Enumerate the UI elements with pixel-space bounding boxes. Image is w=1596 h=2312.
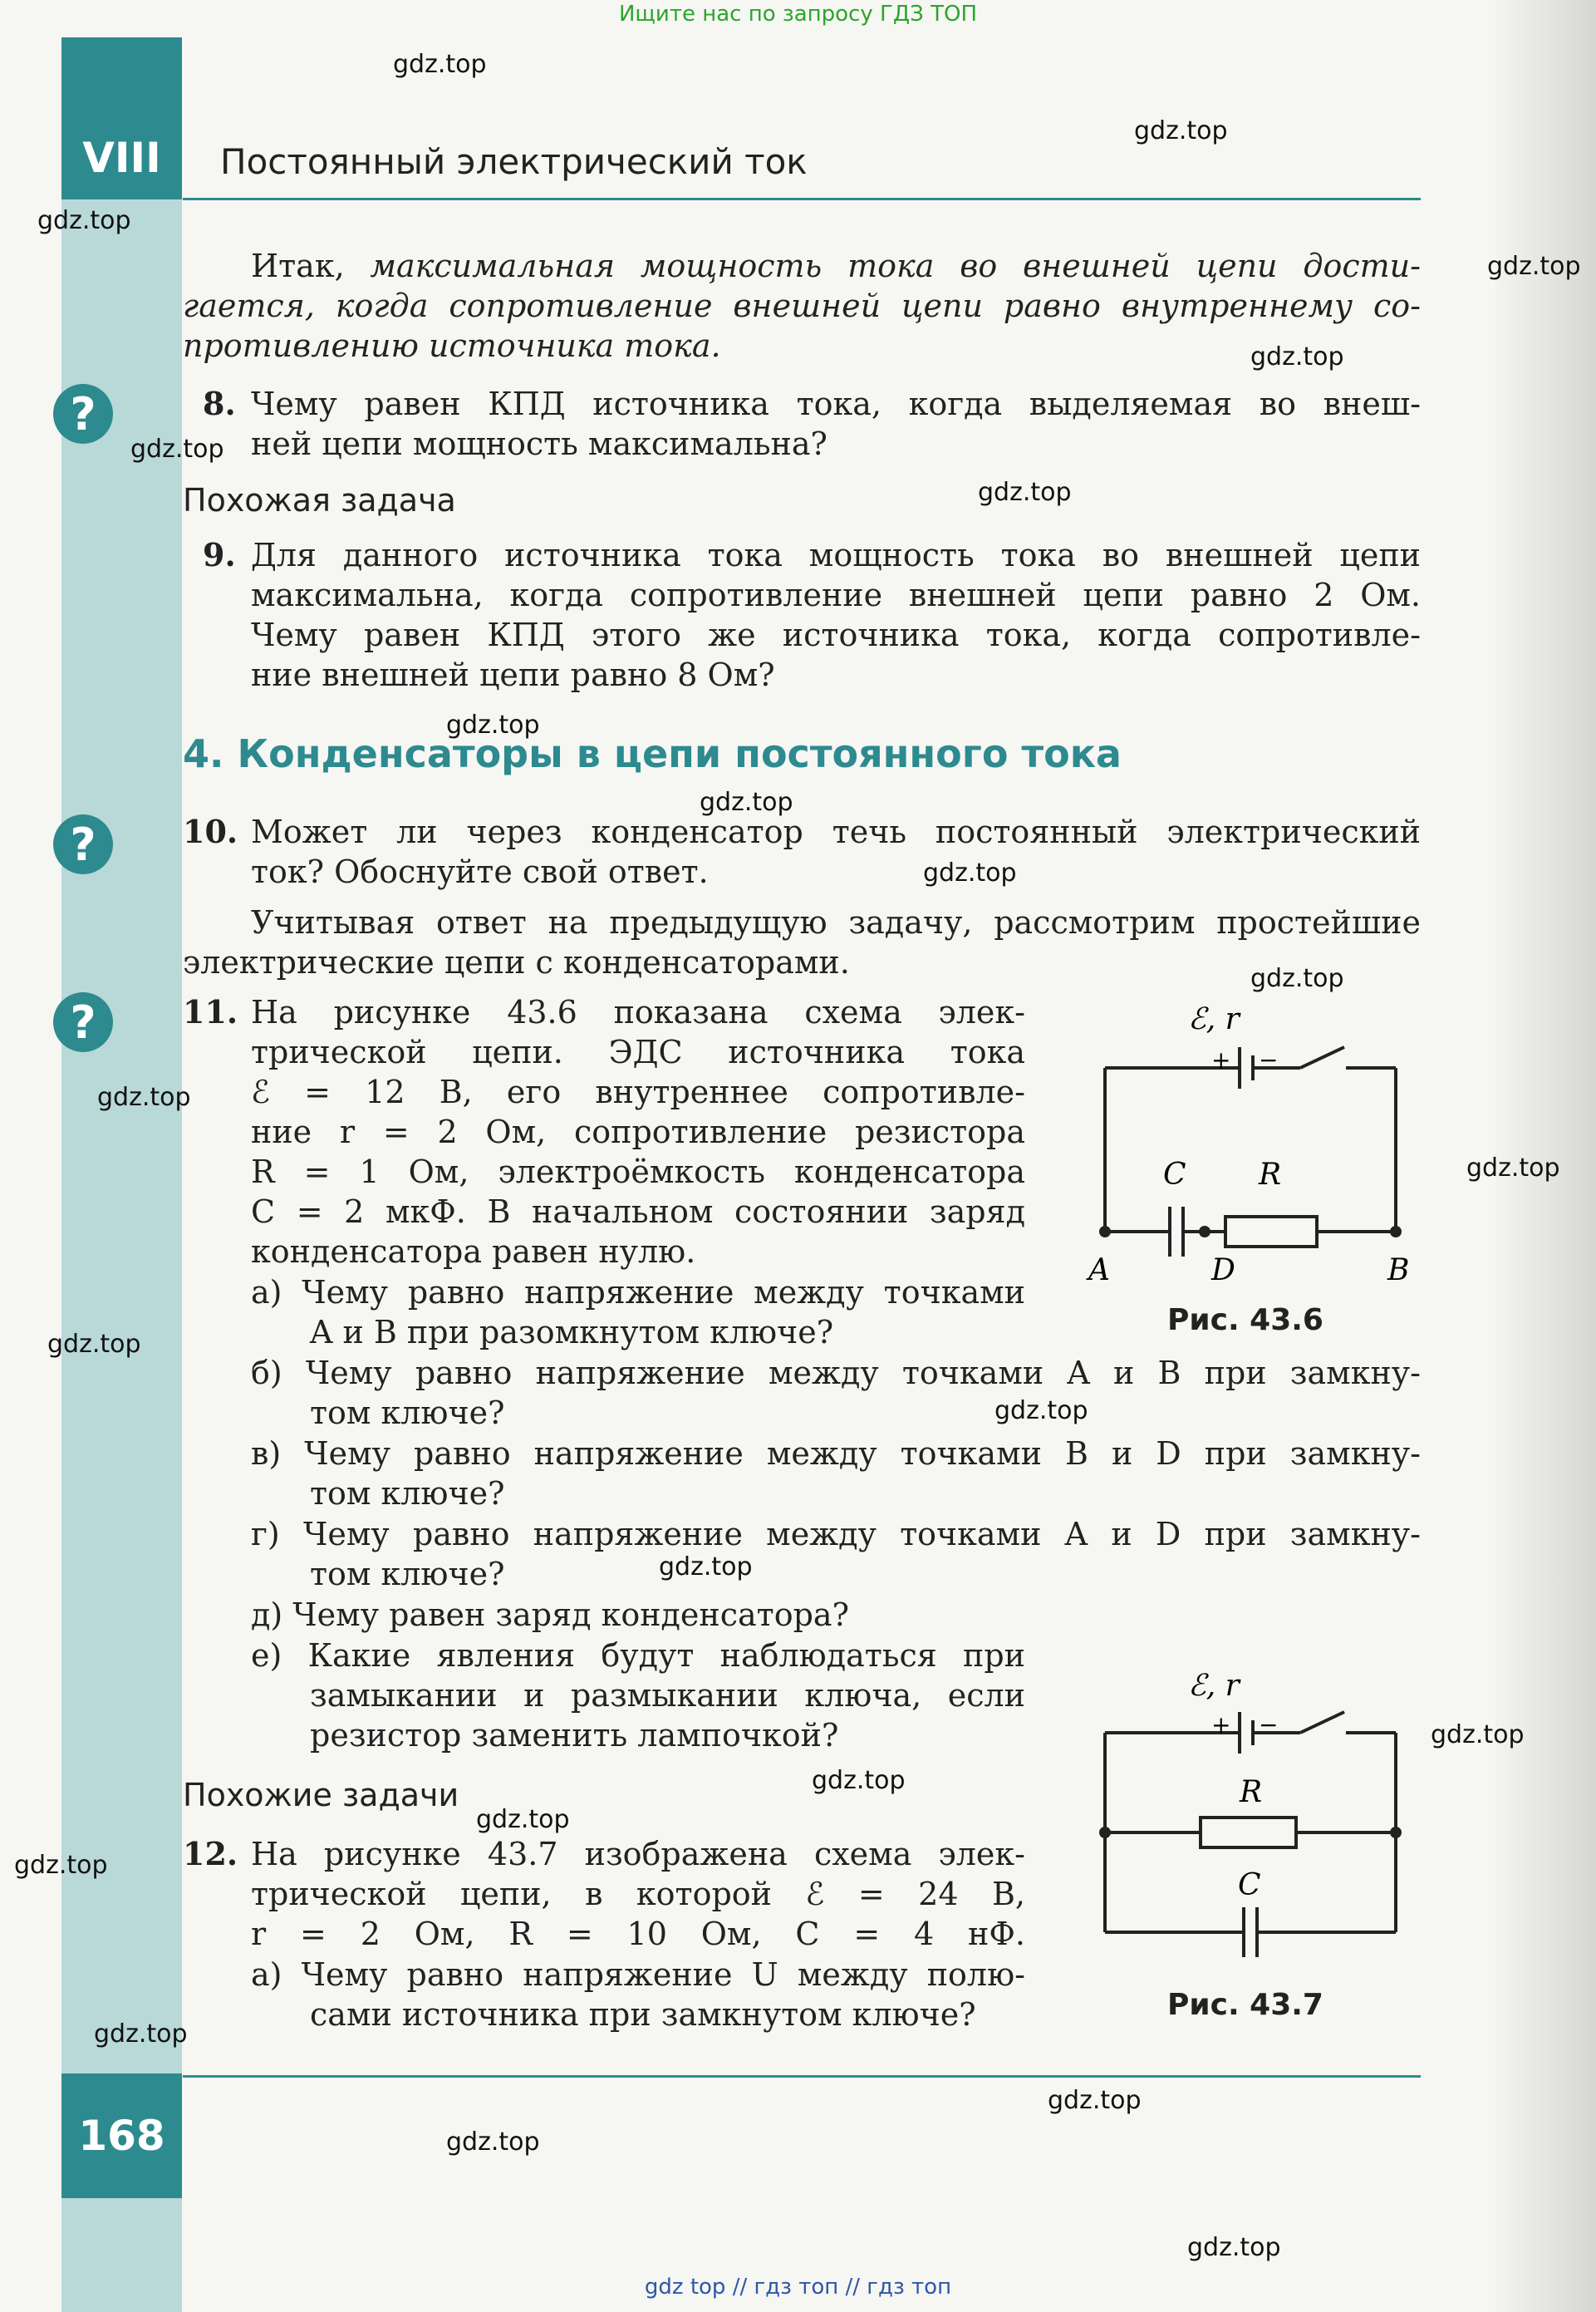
plus-sign: + xyxy=(1211,1711,1231,1739)
question-11-line-5: R = 1 Ом, электроёмкость конденсатора xyxy=(251,1154,1025,1190)
footer-rule xyxy=(183,2075,1421,2078)
resistor-body xyxy=(1201,1818,1296,1847)
watermark: gdz.top xyxy=(700,788,793,817)
question-12a-line-2: сами источника при замкнутом ключе? xyxy=(310,1996,976,2033)
node-left xyxy=(1099,1827,1111,1838)
point-a-label: A xyxy=(1088,1253,1110,1280)
question-icon: ? xyxy=(53,384,113,444)
figure-caption-43-7: Рис. 43.7 xyxy=(1167,1988,1323,2022)
question-12-line-1: На рисунке 43.7 изображена схема элек- xyxy=(251,1836,1025,1872)
watermark: gdz.top xyxy=(476,1805,570,1834)
resistor-label: R xyxy=(1240,1775,1263,1809)
question-11f-line-3: резистор заменить лампочкой? xyxy=(310,1717,839,1754)
transition-line-2: электрические цепи с конденсаторами. xyxy=(183,944,850,981)
similar-tasks-heading: Похожие задачи xyxy=(183,1777,459,1813)
figure-caption-43-6: Рис. 43.6 xyxy=(1167,1303,1323,1337)
watermark: gdz.top xyxy=(446,2128,540,2157)
node-b xyxy=(1390,1226,1402,1237)
section-heading: 4. Конденсаторы в цепи постоянного тока xyxy=(183,731,1122,776)
question-10-number: 10. xyxy=(183,813,238,850)
source-label: ℰ, r xyxy=(1188,1002,1240,1036)
resistor-body xyxy=(1225,1217,1317,1247)
question-11-line-6: C = 2 мкФ. В начальном состоянии заряд xyxy=(251,1193,1025,1230)
question-11a-line-2: A и B при разомкнутом ключе? xyxy=(310,1314,834,1350)
question-icon: ? xyxy=(53,992,113,1052)
question-11e-line-1: д) Чему равен заряд конденсатора? xyxy=(251,1596,849,1633)
intro-line-2: гается, когда сопротивление внешней цепи равно внутреннему со- xyxy=(183,288,1421,324)
circuit-diagram-43-7 xyxy=(1080,1654,1429,1970)
watermark: gdz.top xyxy=(1134,116,1228,145)
capacitor-label: C xyxy=(1163,1158,1186,1192)
point-b-label: B xyxy=(1387,1253,1410,1280)
question-11d-line-2: том ключе? xyxy=(310,1556,505,1592)
watermark: gdz.top xyxy=(1487,252,1581,281)
question-9-line-4: ние внешней цепи равно 8 Ом? xyxy=(251,657,775,693)
question-11-line-7: конденсатора равен нулю. xyxy=(251,1233,696,1270)
source-label: ℰ, r xyxy=(1188,1669,1240,1703)
question-10-line-2: ток? Обоснуйте свой ответ. xyxy=(251,853,709,890)
watermark: gdz.top xyxy=(1250,964,1344,993)
resistor-label: R xyxy=(1259,1158,1282,1192)
question-8-line-2: ней цепи мощность максимальна? xyxy=(251,426,827,462)
watermark: gdz.top xyxy=(1466,1154,1560,1183)
top-banner-link[interactable]: Ищите нас по запросу ГДЗ ТОП xyxy=(618,2,978,27)
question-11-line-2: трической цепи. ЭДС источника тока xyxy=(251,1034,1025,1070)
watermark: gdz.top xyxy=(446,711,540,740)
node-right xyxy=(1390,1827,1402,1838)
question-8-number: 8. xyxy=(203,385,236,422)
question-10-line-1: Может ли через конденсатор течь постоянный электрический xyxy=(251,814,1421,850)
question-11d-line-1: г) Чему равно напряжение между точками A и D при замкну- xyxy=(251,1516,1421,1552)
left-margin-band xyxy=(61,37,182,2312)
watermark: gdz.top xyxy=(923,858,1017,888)
watermark: gdz.top xyxy=(659,1552,753,1582)
question-9-line-3: Чему равен КПД этого же источника тока, когда сопротивле- xyxy=(251,617,1421,653)
watermark: gdz.top xyxy=(978,478,1072,507)
question-8-line-1: Чему равен КПД источника тока, когда выделяемая во внеш- xyxy=(251,386,1421,422)
question-11c-line-1: в) Чему равно напряжение между точками B и D при замкну- xyxy=(251,1435,1421,1472)
point-d-label: D xyxy=(1211,1253,1235,1280)
bottom-banner-link[interactable]: gdz top // гдз топ // гдз топ xyxy=(644,2275,952,2300)
watermark: gdz.top xyxy=(14,1851,108,1880)
watermark: gdz.top xyxy=(37,206,131,235)
transition-line-1: Учитывая ответ на предыдущую задачу, рассмотрим простейшие xyxy=(251,904,1421,941)
switch-blade xyxy=(1300,1047,1344,1068)
watermark: gdz.top xyxy=(1250,342,1344,371)
minus-sign: − xyxy=(1259,1711,1279,1739)
watermark: gdz.top xyxy=(812,1766,906,1795)
page-number: 168 xyxy=(61,2073,182,2198)
question-12-line-3: r = 2 Ом, R = 10 Ом, C = 4 нФ. xyxy=(251,1916,1025,1952)
question-11-number: 11. xyxy=(183,993,238,1031)
node-a xyxy=(1099,1226,1111,1237)
watermark: gdz.top xyxy=(393,50,487,79)
watermark: gdz.top xyxy=(1431,1720,1525,1749)
watermark: gdz.top xyxy=(47,1330,141,1359)
question-11a-line-1: а) Чему равно напряжение между точками xyxy=(251,1274,1025,1311)
question-9-line-2: максимальна, когда сопротивление внешней цепи равно 2 Ом. xyxy=(251,577,1421,613)
watermark: gdz.top xyxy=(94,2019,188,2049)
similar-task-heading: Похожая задача xyxy=(183,482,456,519)
chapter-badge: VIII xyxy=(61,37,182,199)
watermark: gdz.top xyxy=(1187,2233,1281,2262)
question-12-number: 12. xyxy=(183,1835,238,1872)
question-12-line-2: трической цепи, в которой ℰ = 24 В, xyxy=(251,1876,1025,1912)
minus-sign: − xyxy=(1259,1046,1279,1074)
intro-line-3: противлению источника тока. xyxy=(183,327,721,364)
plus-sign: + xyxy=(1211,1046,1231,1074)
watermark: gdz.top xyxy=(97,1083,191,1112)
question-icon: ? xyxy=(53,814,113,874)
question-11-line-4: ние r = 2 Ом, сопротивление резистора xyxy=(251,1114,1025,1150)
node-d xyxy=(1199,1226,1211,1237)
question-11b-line-2: том ключе? xyxy=(310,1395,505,1431)
question-11f-line-2: замыкании и размыкании ключа, если xyxy=(310,1677,1025,1714)
capacitor-label: C xyxy=(1238,1868,1261,1902)
switch-blade xyxy=(1300,1712,1344,1733)
circuit-diagram-43-6 xyxy=(1080,989,1429,1280)
question-11f-line-1: е) Какие явления будут наблюдаться при xyxy=(251,1637,1025,1674)
question-11b-line-1: б) Чему равно напряжение между точками A и B при замкну- xyxy=(251,1355,1421,1391)
question-9-number: 9. xyxy=(203,536,236,573)
question-11-line-3: ℰ = 12 В, его внутреннее сопротивле- xyxy=(251,1074,1025,1110)
page-title: Постоянный электрический ток xyxy=(220,141,808,182)
watermark: gdz.top xyxy=(994,1396,1088,1425)
question-11c-line-2: том ключе? xyxy=(310,1475,505,1512)
watermark: gdz.top xyxy=(1048,2086,1142,2115)
question-9-line-1: Для данного источника тока мощность тока во внешней цепи xyxy=(251,537,1421,573)
header-rule xyxy=(183,198,1421,200)
question-12a-line-1: а) Чему равно напряжение U между полю- xyxy=(251,1956,1025,1993)
question-11-line-1: На рисунке 43.6 показана схема элек- xyxy=(251,994,1025,1031)
watermark: gdz.top xyxy=(130,435,224,464)
intro-line-1: Итак, максимальная мощность тока во внешней цепи дости- xyxy=(251,248,1421,284)
